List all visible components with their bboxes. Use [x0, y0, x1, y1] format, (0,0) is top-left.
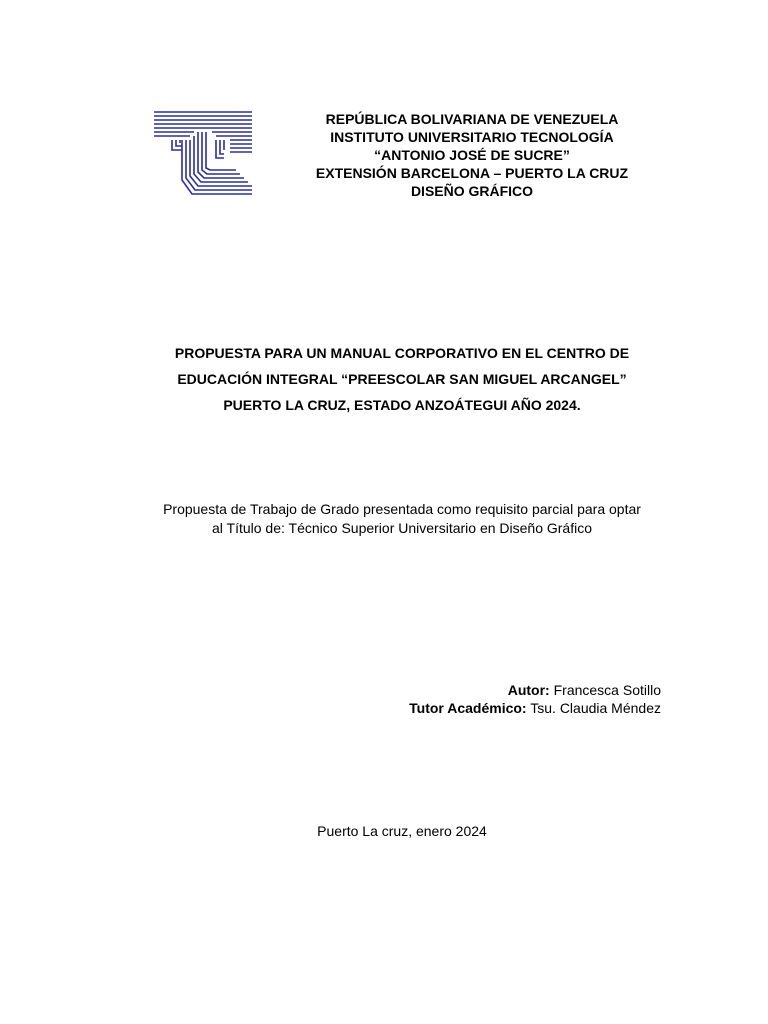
purpose-line-2: al Título de: Técnico Superior Universitario en Diseño Gráfico: [212, 520, 592, 536]
purpose-line-1: Propuesta de Trabajo de Grado presentada como requisito parcial para optar: [163, 501, 641, 517]
iut-logo-icon: [152, 110, 254, 198]
institution-line-extension: EXTENSIÓN BARCELONA – PUERTO LA CRUZ: [315, 165, 629, 181]
credits-block: [161, 681, 661, 717]
author-name: Francesca Sotillo: [553, 682, 661, 698]
institution-line-country: REPÚBLICA BOLIVARIANA DE VENEZUELA: [325, 111, 619, 127]
purpose-statement: [100, 500, 704, 538]
tutor-name: Tsu. Claudia Méndez: [530, 700, 661, 716]
tutor-line: [161, 699, 661, 717]
tutor-label: Tutor Académico:: [409, 700, 527, 716]
author-label: Autor:: [507, 682, 550, 698]
institution-header: [262, 110, 682, 200]
institution-line-program: DISEÑO GRÁFICO: [410, 183, 534, 199]
thesis-title-line-2: EDUCACIÓN INTEGRAL “PREESCOLAR SAN MIGUEL ARCANGEL”: [177, 371, 627, 387]
institution-line-namesake: “ANTONIO JOSÉ DE SUCRE”: [374, 147, 570, 163]
thesis-title-line-1: PROPUESTA PARA UN MANUAL CORPORATIVO EN EL CENTRO DE: [174, 345, 630, 361]
thesis-title: [100, 340, 704, 418]
institution-line-institute: INSTITUTO UNIVERSITARIO TECNOLOGÍA: [330, 129, 614, 145]
author-line: [161, 681, 661, 699]
place-date: Puerto La cruz, enero 2024: [317, 823, 487, 839]
thesis-title-line-3: PUERTO LA CRUZ, ESTADO ANZOÁTEGUI AÑO 2024.: [223, 397, 581, 413]
